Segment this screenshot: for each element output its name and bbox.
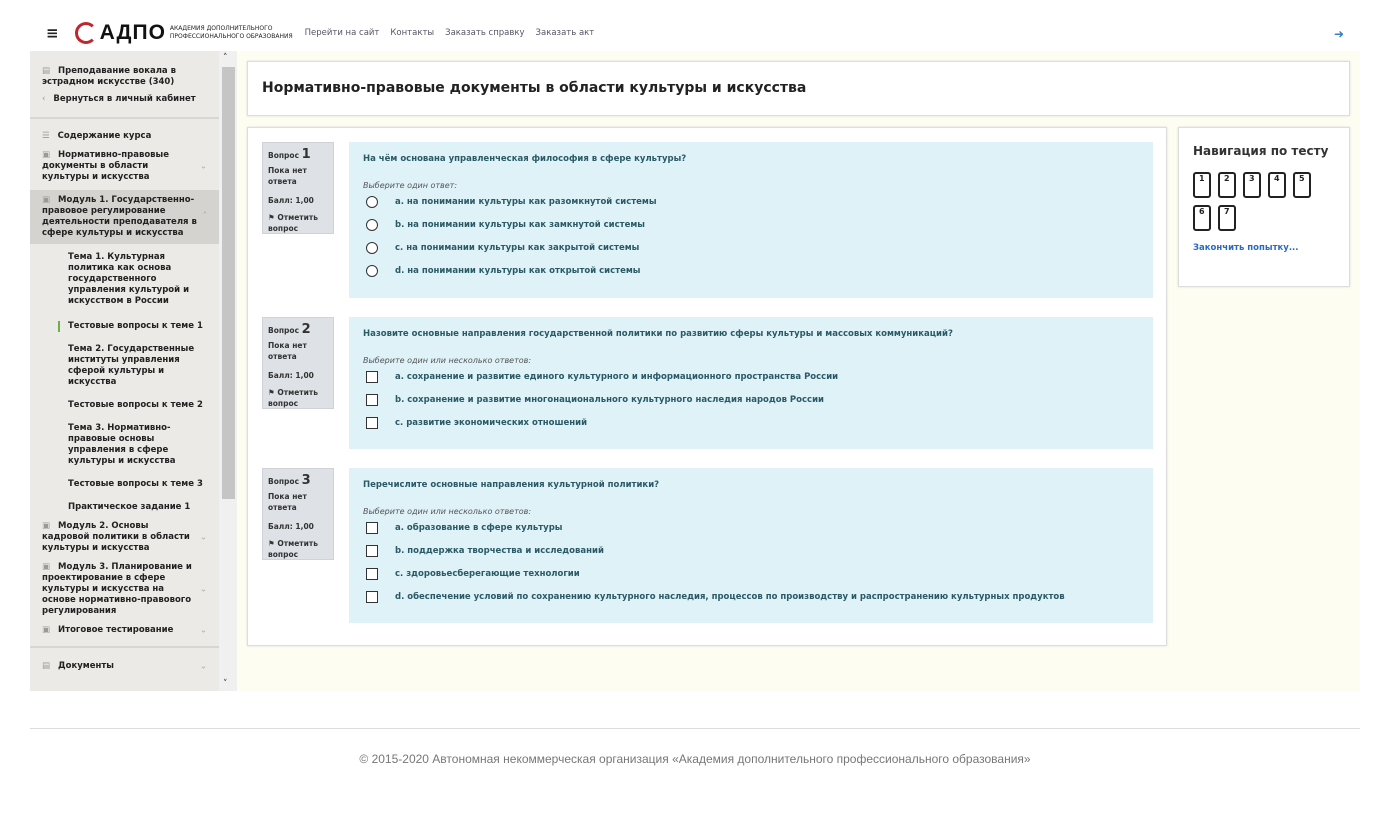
play-icon: ▣: [42, 562, 51, 572]
menu-icon[interactable]: ≡: [46, 24, 59, 42]
link-certificate[interactable]: Заказать справку: [445, 28, 525, 38]
question-label: Вопрос: [268, 151, 300, 160]
sidebar-subitem[interactable]: Тестовые вопросы к теме 2: [68, 400, 203, 410]
flag-question-button[interactable]: ⚑ Отметить вопрос: [268, 213, 318, 233]
questions-card: [247, 127, 1167, 646]
radio-button[interactable]: [366, 265, 378, 277]
radio-button[interactable]: [366, 219, 378, 231]
question-status: Пока нет ответа: [268, 166, 307, 186]
footer-divider: [30, 728, 1360, 729]
question-text: Назовите основные направления государственной политики по развитию сферы культуры и массовых коммуникаций?: [363, 329, 953, 339]
question-label: Вопрос: [268, 326, 300, 335]
question-text: На чём основана управленческая философия в сфере культуры?: [363, 154, 687, 164]
divider: [30, 646, 219, 648]
sidebar-subitem[interactable]: Тестовые вопросы к теме 3: [68, 479, 203, 489]
nav-question-button[interactable]: 3: [1243, 172, 1261, 198]
question-number: 1: [301, 147, 311, 162]
chevron-up-icon: ˄: [202, 211, 207, 222]
test-navigation: [1178, 127, 1350, 287]
link-act[interactable]: Заказать акт: [535, 28, 595, 38]
answer-prompt: Выберите один или несколько ответов:: [363, 356, 532, 365]
question-text: Перечислите основные направления культурной политики?: [363, 480, 660, 490]
answer-option[interactable]: d. обеспечение условий по сохранению культурного наследия, процессов по производству и распространению культурных продуктов: [363, 585, 1139, 608]
checkbox[interactable]: [366, 568, 378, 580]
question-content: [349, 468, 1153, 623]
logo[interactable]: [75, 21, 293, 45]
answer-prompt: Выберите один ответ:: [363, 181, 458, 190]
answer-option[interactable]: b. поддержка творчества и исследований: [363, 539, 1139, 562]
chevron-down-icon: ⌄: [199, 661, 207, 671]
nav-question-button[interactable]: 6: [1193, 205, 1211, 231]
question-number: 3: [301, 473, 311, 488]
sidebar-course[interactable]: ▤ Преподавание вокала в эстрадном искусстве (340): [42, 66, 176, 87]
flag-question-button[interactable]: ⚑ Отметить вопрос: [268, 388, 318, 408]
sidebar-subitem[interactable]: Тема 2. Государственные институты управления сферой культуры и искусства: [68, 344, 195, 387]
question-content: [349, 317, 1153, 449]
flag-icon: ⚑: [268, 388, 275, 397]
question-info: [262, 142, 334, 234]
sidebar-back[interactable]: ‹ Вернуться в личный кабинет: [42, 94, 196, 104]
sidebar-item-module2[interactable]: ▣ Модуль 2. Основы кадровой политики в области культуры и искусства ⌄: [42, 521, 207, 553]
checkbox[interactable]: [366, 394, 378, 406]
checkbox[interactable]: [366, 591, 378, 603]
nav-question-button[interactable]: 4: [1268, 172, 1286, 198]
footer-copyright: © 2015-2020 Автономная некоммерческая организация «Академия дополнительного профессионального образования»: [359, 752, 1031, 766]
answer-option[interactable]: c. здоровьесберегающие технологии: [363, 562, 1139, 585]
question-info: [262, 468, 334, 560]
question-label: Вопрос: [268, 477, 300, 486]
question-info: [262, 317, 334, 409]
play-icon: ▣: [42, 150, 51, 160]
main-content: [237, 51, 1360, 691]
sidebar-item-module3[interactable]: ▣ Модуль 3. Планирование и проектирование в сфере культуры и искусства на основе нормативно-правового регулирования ⌄: [42, 562, 207, 616]
scroll-down-icon[interactable]: ˅: [223, 679, 228, 689]
chevron-down-icon: ⌄: [199, 532, 207, 542]
answer-option[interactable]: d. на понимании культуры как открытой системы: [363, 259, 1139, 282]
play-icon: ▣: [42, 625, 51, 635]
sidebar-subitem[interactable]: Тема 1. Культурная политика как основа государственного управления культурой и искусством в России: [68, 252, 190, 306]
question-status: Пока нет ответа: [268, 341, 307, 361]
scrollbar-thumb[interactable]: [222, 67, 235, 499]
nav-question-button[interactable]: 2: [1218, 172, 1236, 198]
chevron-down-icon: ⌄: [199, 161, 207, 171]
sidebar-subitem[interactable]: Тема 3. Нормативно-правовые основы управления в сфере культуры и искусства: [68, 423, 176, 466]
chevron-down-icon: ⌄: [199, 584, 207, 594]
finish-attempt-link[interactable]: Закончить попытку...: [1193, 243, 1299, 253]
radio-button[interactable]: [366, 242, 378, 254]
header: [30, 15, 1360, 51]
page-title: Нормативно-правовые документы в области культуры и искусства: [247, 61, 1350, 116]
checkbox[interactable]: [366, 522, 378, 534]
sidebar-item-module1[interactable]: ▣ Модуль 1. Государственно-правовое регулирование деятельности преподавателя в сфере культуры и искусства ˄: [30, 190, 219, 244]
sidebar-subitem[interactable]: Практическое задание 1: [68, 502, 191, 512]
list-icon: ☰: [42, 131, 50, 141]
answer-prompt: Выберите один или несколько ответов:: [363, 507, 532, 516]
question-status: Пока нет ответа: [268, 492, 307, 512]
answer-option[interactable]: b. сохранение и развитие многонационального культурного наследия народов России: [363, 388, 1139, 411]
play-icon: ▣: [42, 521, 51, 531]
document-icon: ▤: [42, 661, 51, 671]
flag-question-button[interactable]: ⚑ Отметить вопрос: [268, 539, 318, 559]
nav-question-button[interactable]: 5: [1293, 172, 1311, 198]
answer-option[interactable]: a. на понимании культуры как разомкнутой системы: [363, 190, 1139, 213]
chevron-down-icon: ⌄: [199, 625, 207, 635]
answer-option[interactable]: a. образование в сфере культуры: [363, 516, 1139, 539]
divider: [30, 117, 219, 119]
nav-title: Навигация по тесту: [1193, 144, 1329, 158]
flag-icon: ⚑: [268, 539, 275, 548]
book-icon: ▤: [42, 66, 51, 76]
question-score: Балл: 1,00: [268, 196, 314, 205]
question-score: Балл: 1,00: [268, 522, 314, 531]
logout-icon[interactable]: ➜: [1333, 27, 1344, 41]
scroll-up-icon[interactable]: ˄: [223, 53, 228, 63]
answer-option[interactable]: c. на понимании культуры как закрытой системы: [363, 236, 1139, 259]
question-number: 2: [301, 322, 311, 337]
chevron-left-icon: ‹: [42, 94, 46, 104]
question-score: Балл: 1,00: [268, 371, 314, 380]
sidebar: [30, 51, 219, 691]
logo-subtitle: АКАДЕМИЯ ДОПОЛНИТЕЛЬНОГО ПРОФЕССИОНАЛЬНОГО ОБРАЗОВАНИЯ: [169, 25, 293, 40]
checkbox[interactable]: [366, 545, 378, 557]
play-icon: ▣: [42, 195, 51, 205]
question-content: [349, 142, 1153, 298]
sidebar-item-final-test[interactable]: ▣ Итоговое тестирование ⌄: [42, 625, 207, 635]
logo-mark: [75, 22, 97, 44]
sidebar-scrollbar[interactable]: [219, 51, 237, 691]
link-site[interactable]: Перейти на сайт: [304, 28, 380, 38]
sidebar-item-normative[interactable]: ▣ Нормативно-правовые документы в области культуры и искусства ⌄: [42, 150, 207, 182]
checkbox[interactable]: [366, 371, 378, 383]
logo-text: АДПО: [99, 21, 166, 44]
flag-icon: ⚑: [268, 213, 275, 222]
answer-option[interactable]: b. на понимании культуры как замкнутой системы: [363, 213, 1139, 236]
nav-question-button[interactable]: 7: [1218, 205, 1236, 231]
answer-option[interactable]: a. сохранение и развитие единого культурного и информационного пространства России: [363, 365, 1139, 388]
sidebar-contents[interactable]: ☰ Содержание курса: [42, 131, 152, 141]
sidebar-subitem-active[interactable]: Тестовые вопросы к теме 1: [58, 321, 219, 332]
answer-option[interactable]: c. развитие экономических отношений: [363, 411, 1139, 434]
nav-question-button[interactable]: 1: [1193, 172, 1211, 198]
checkbox[interactable]: [366, 417, 378, 429]
sidebar-documents[interactable]: ▤ Документы ⌄: [42, 661, 207, 671]
radio-button[interactable]: [366, 196, 378, 208]
link-contacts[interactable]: Контакты: [390, 28, 435, 38]
